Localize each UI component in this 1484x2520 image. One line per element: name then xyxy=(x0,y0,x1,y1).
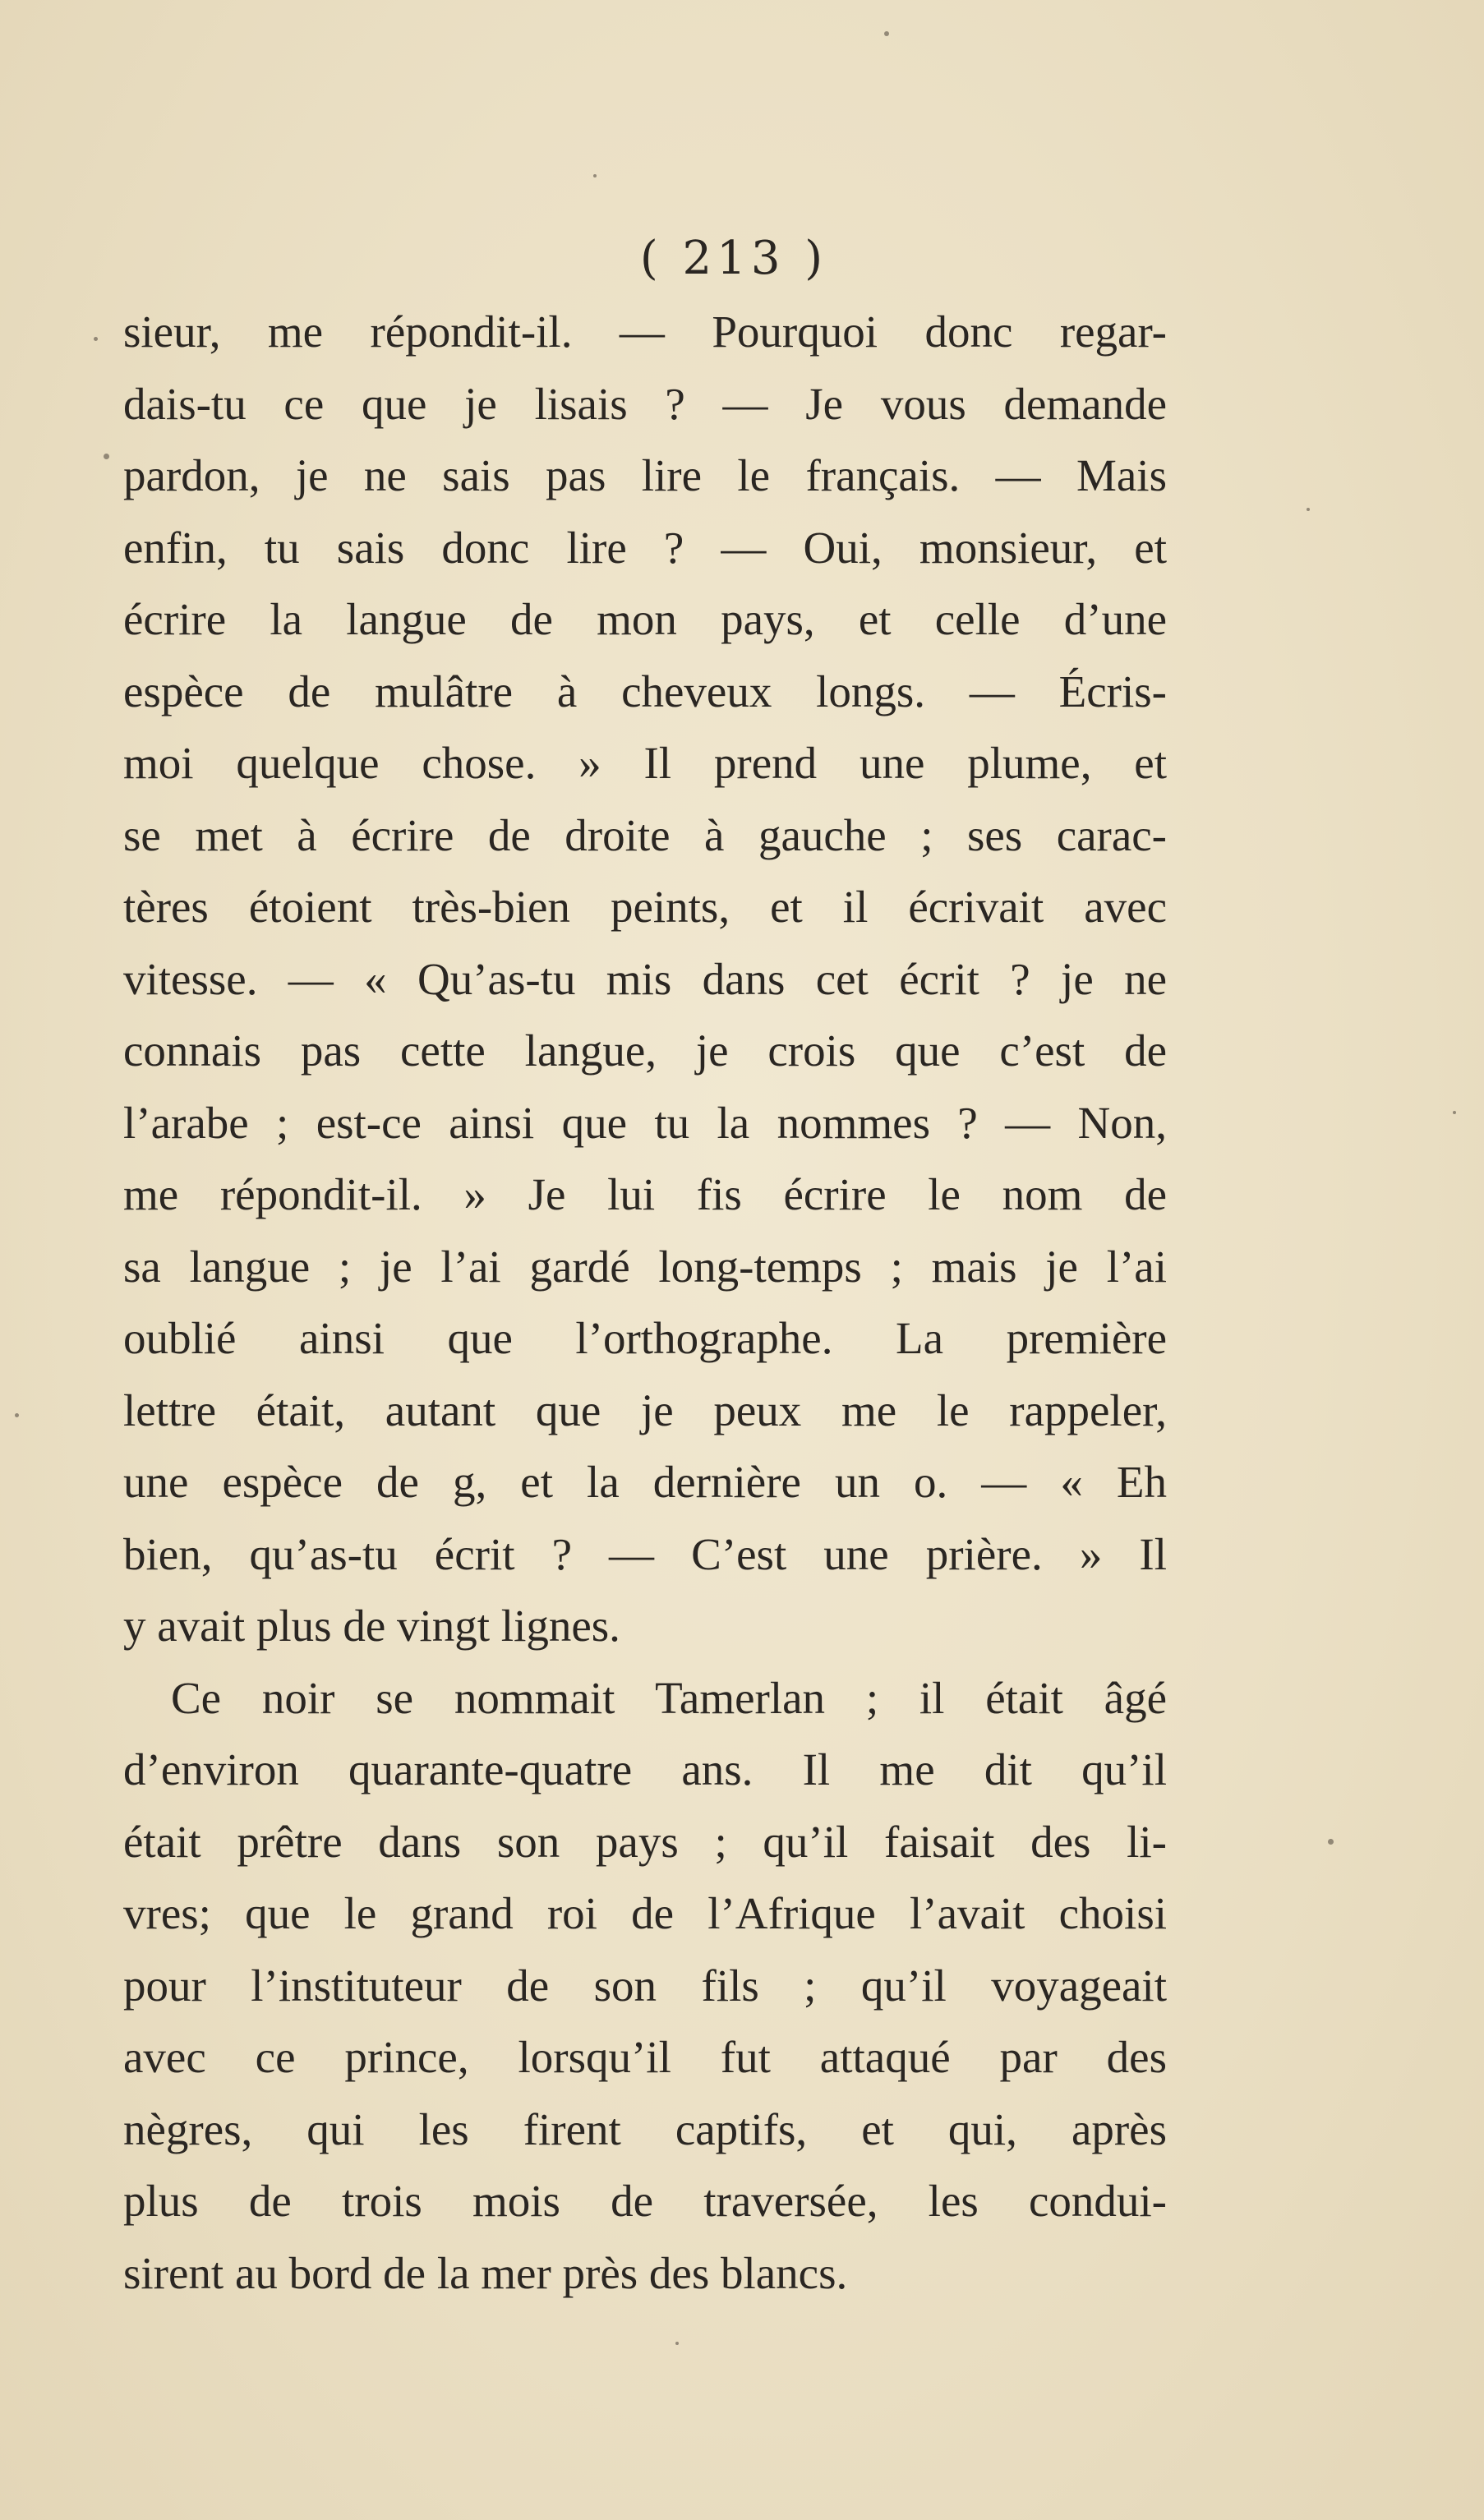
text-line: vitesse. — « Qu’as-tu mis dans cet écrit ? je ne xyxy=(123,953,1167,1004)
paper-speck xyxy=(94,337,98,341)
text-line: l’arabe ; est-ce ainsi que tu la nommes ? — Non, xyxy=(123,1097,1167,1148)
body-text xyxy=(123,296,1167,2309)
paper-speck xyxy=(1453,1111,1456,1114)
text-line: pardon, je ne sais pas lire le français. — Mais xyxy=(123,450,1167,500)
text-line: une espèce de g, et la dernière un o. — « Eh xyxy=(123,1457,1167,1507)
text-line: était prêtre dans son pays ; qu’il faisait des li- xyxy=(123,1816,1167,1867)
text-line: nègres, qui les firent captifs, et qui, après xyxy=(123,2103,1167,2154)
text-line: y avait plus de vingt lignes. xyxy=(123,1601,620,1651)
text-line: sa langue ; je l’ai gardé long-temps ; mais je l’ai xyxy=(123,1241,1167,1292)
text-line: se met à écrire de droite à gauche ; ses carac- xyxy=(123,809,1167,860)
text-line: Ce noir se nommait Tamerlan ; il était âgé xyxy=(171,1672,1167,1723)
page-number: ( 213 ) xyxy=(639,232,828,285)
text-line: lettre était, autant que je peux me le rappeler, xyxy=(123,1384,1167,1435)
text-line: oublié ainsi que l’orthographe. La première xyxy=(123,1313,1167,1363)
text-line: tères étoient très-bien peints, et il écrivait avec xyxy=(123,882,1167,932)
text-line: vres; que le grand roi de l’Afrique l’avait choisi xyxy=(123,1888,1167,1938)
paper-speck xyxy=(104,454,109,459)
paragraph-1 xyxy=(123,296,1167,1662)
paper-speck xyxy=(1307,508,1310,511)
text-line: dais-tu ce que je lisais ? — Je vous demande xyxy=(123,378,1167,429)
text-line: enfin, tu sais donc lire ? — Oui, monsieur, et xyxy=(123,522,1167,573)
paragraph-2 xyxy=(123,1662,1167,2310)
text-line: plus de trois mois de traversée, les condui- xyxy=(123,2176,1167,2226)
text-line: écrire la langue de mon pays, et celle d’une xyxy=(123,594,1167,644)
paper-speck xyxy=(15,1413,19,1417)
text-line: espèce de mulâtre à cheveux longs. — Écris- xyxy=(123,666,1167,716)
text-line: connais pas cette langue, je crois que c’est de xyxy=(123,1025,1167,1076)
text-line: sirent au bord de la mer près des blancs. xyxy=(123,2247,848,2298)
text-line: moi quelque chose. » Il prend une plume, et xyxy=(123,738,1167,788)
text-line: bien, qu’as-tu écrit ? — C’est une prière. » Il xyxy=(123,1528,1167,1579)
paper-speck xyxy=(593,174,597,177)
text-line: d’environ quarante-quatre ans. Il me dit qu’il xyxy=(123,1744,1167,1794)
paper-speck xyxy=(884,31,889,36)
text-line: pour l’instituteur de son fils ; qu’il voyageait xyxy=(123,1960,1167,2011)
paper-speck xyxy=(675,2342,679,2345)
paper-speck xyxy=(1328,1839,1334,1845)
text-line: me répondit-il. » Je lui fis écrire le nom de xyxy=(123,1169,1167,1219)
text-line: sieur, me répondit-il. — Pourquoi donc regar- xyxy=(123,306,1167,357)
text-line: avec ce prince, lorsqu’il fut attaqué par des xyxy=(123,2032,1167,2082)
